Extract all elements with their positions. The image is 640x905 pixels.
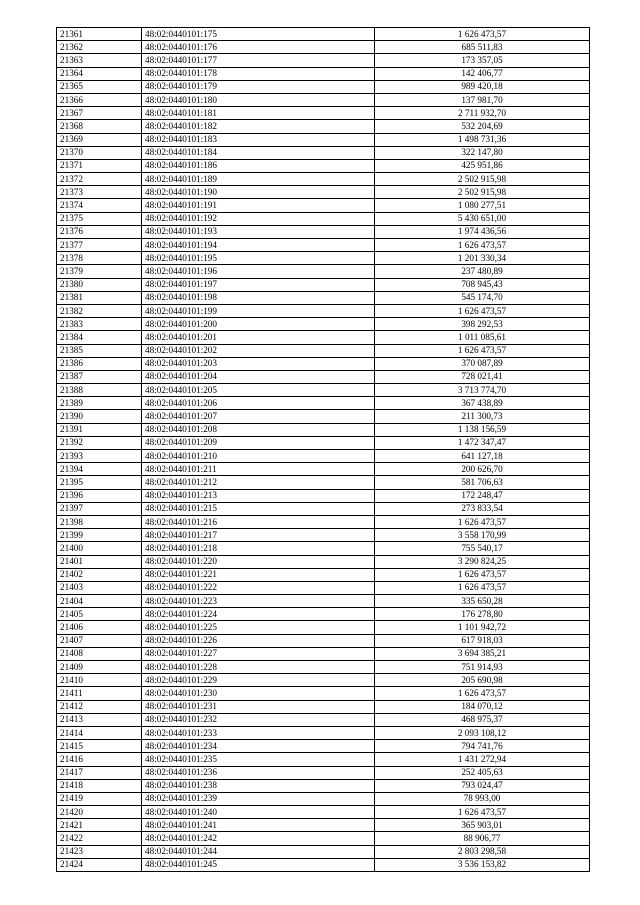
cadastral-number-cell: 48:02:0440101:199 xyxy=(142,304,375,317)
cadastral-value-cell: 794 741,76 xyxy=(375,740,590,753)
cadastral-value-cell: 365 903,01 xyxy=(375,819,590,832)
table-row xyxy=(57,28,590,41)
cadastral-value-cell: 3 536 153,82 xyxy=(375,858,590,871)
cadastral-number-cell: 48:02:0440101:238 xyxy=(142,779,375,792)
row-number-cell: 21416 xyxy=(57,753,142,766)
table-row xyxy=(57,146,590,159)
cadastral-value-cell: 367 438,89 xyxy=(375,397,590,410)
cadastral-value-cell: 708 945,43 xyxy=(375,278,590,291)
row-number-cell: 21420 xyxy=(57,806,142,819)
row-number-cell: 21397 xyxy=(57,502,142,515)
row-number-cell: 21411 xyxy=(57,687,142,700)
cadastral-number-cell: 48:02:0440101:205 xyxy=(142,384,375,397)
row-number-cell: 21364 xyxy=(57,67,142,80)
cadastral-value-cell: 1 080 277,51 xyxy=(375,199,590,212)
cadastral-value-cell: 173 357,05 xyxy=(375,54,590,67)
row-number-cell: 21409 xyxy=(57,661,142,674)
cadastral-number-cell: 48:02:0440101:232 xyxy=(142,713,375,726)
cadastral-number-cell: 48:02:0440101:202 xyxy=(142,344,375,357)
cadastral-value-cell: 3 694 385,21 xyxy=(375,647,590,660)
cadastral-value-cell: 78 993,00 xyxy=(375,792,590,805)
cadastral-number-cell: 48:02:0440101:230 xyxy=(142,687,375,700)
cadastral-number-cell: 48:02:0440101:186 xyxy=(142,159,375,172)
table-row xyxy=(57,344,590,357)
cadastral-number-cell: 48:02:0440101:194 xyxy=(142,239,375,252)
row-number-cell: 21402 xyxy=(57,568,142,581)
cadastral-value-cell: 1 626 473,57 xyxy=(375,28,590,41)
table-row xyxy=(57,370,590,383)
cadastral-number-cell: 48:02:0440101:231 xyxy=(142,700,375,713)
table-row xyxy=(57,54,590,67)
table-row xyxy=(57,291,590,304)
cadastral-number-cell: 48:02:0440101:197 xyxy=(142,278,375,291)
row-number-cell: 21377 xyxy=(57,239,142,252)
row-number-cell: 21399 xyxy=(57,529,142,542)
table-row xyxy=(57,700,590,713)
cadastral-number-cell: 48:02:0440101:244 xyxy=(142,845,375,858)
cadastral-number-cell: 48:02:0440101:210 xyxy=(142,450,375,463)
row-number-cell: 21361 xyxy=(57,28,142,41)
cadastral-number-cell: 48:02:0440101:184 xyxy=(142,146,375,159)
cadastral-number-cell: 48:02:0440101:218 xyxy=(142,542,375,555)
row-number-cell: 21400 xyxy=(57,542,142,555)
cadastral-value-cell: 211 300,73 xyxy=(375,410,590,423)
cadastral-value-cell: 3 558 170,99 xyxy=(375,529,590,542)
row-number-cell: 21366 xyxy=(57,93,142,106)
table-row xyxy=(57,792,590,805)
table-row xyxy=(57,555,590,568)
cadastral-number-cell: 48:02:0440101:227 xyxy=(142,647,375,660)
row-number-cell: 21393 xyxy=(57,450,142,463)
cadastral-value-cell: 989 420,18 xyxy=(375,80,590,93)
cadastral-number-cell: 48:02:0440101:178 xyxy=(142,67,375,80)
cadastral-number-cell: 48:02:0440101:220 xyxy=(142,555,375,568)
row-number-cell: 21394 xyxy=(57,463,142,476)
table-row xyxy=(57,384,590,397)
cadastral-number-cell: 48:02:0440101:179 xyxy=(142,80,375,93)
table-row xyxy=(57,726,590,739)
cadastral-value-cell: 685 511,83 xyxy=(375,41,590,54)
row-number-cell: 21418 xyxy=(57,779,142,792)
cadastral-value-cell: 1 201 330,34 xyxy=(375,252,590,265)
cadastral-value-cell: 137 981,70 xyxy=(375,93,590,106)
table-row xyxy=(57,845,590,858)
cadastral-number-cell: 48:02:0440101:196 xyxy=(142,265,375,278)
cadastral-value-cell: 1 138 156,59 xyxy=(375,423,590,436)
cadastral-value-cell: 398 292,53 xyxy=(375,318,590,331)
table-row xyxy=(57,687,590,700)
table-row xyxy=(57,318,590,331)
table-row xyxy=(57,93,590,106)
row-number-cell: 21415 xyxy=(57,740,142,753)
table-row xyxy=(57,634,590,647)
table-row xyxy=(57,463,590,476)
cadastral-value-cell: 184 070,12 xyxy=(375,700,590,713)
cadastral-value-cell: 322 147,80 xyxy=(375,146,590,159)
table-row xyxy=(57,489,590,502)
cadastral-number-cell: 48:02:0440101:233 xyxy=(142,726,375,739)
cadastral-value-cell: 370 087,89 xyxy=(375,357,590,370)
cadastral-value-cell: 2 711 932,70 xyxy=(375,107,590,120)
cadastral-value-cell: 88 906,77 xyxy=(375,832,590,845)
row-number-cell: 21385 xyxy=(57,344,142,357)
row-number-cell: 21403 xyxy=(57,581,142,594)
cadastral-number-cell: 48:02:0440101:240 xyxy=(142,806,375,819)
cadastral-number-cell: 48:02:0440101:242 xyxy=(142,832,375,845)
table-row xyxy=(57,542,590,555)
cadastral-value-cell: 1 011 085,61 xyxy=(375,331,590,344)
cadastral-value-cell: 2 502 915,98 xyxy=(375,173,590,186)
table-row xyxy=(57,41,590,54)
cadastral-value-cell: 755 540,17 xyxy=(375,542,590,555)
row-number-cell: 21423 xyxy=(57,845,142,858)
cadastral-number-cell: 48:02:0440101:190 xyxy=(142,186,375,199)
table-row xyxy=(57,173,590,186)
cadastral-number-cell: 48:02:0440101:239 xyxy=(142,792,375,805)
cadastral-value-cell: 1 626 473,57 xyxy=(375,581,590,594)
cadastral-number-cell: 48:02:0440101:207 xyxy=(142,410,375,423)
cadastral-value-cell: 1 498 731,36 xyxy=(375,133,590,146)
table-row xyxy=(57,410,590,423)
table-row xyxy=(57,186,590,199)
row-number-cell: 21373 xyxy=(57,186,142,199)
table-row xyxy=(57,581,590,594)
cadastral-number-cell: 48:02:0440101:226 xyxy=(142,634,375,647)
row-number-cell: 21404 xyxy=(57,595,142,608)
cadastral-value-cell: 1 626 473,57 xyxy=(375,568,590,581)
cadastral-value-cell: 172 248,47 xyxy=(375,489,590,502)
table-row xyxy=(57,225,590,238)
row-number-cell: 21401 xyxy=(57,555,142,568)
table-row xyxy=(57,819,590,832)
cadastral-value-cell: 1 626 473,57 xyxy=(375,515,590,528)
row-number-cell: 21362 xyxy=(57,41,142,54)
table-row xyxy=(57,766,590,779)
cadastral-value-cell: 1 101 942,72 xyxy=(375,621,590,634)
table-row xyxy=(57,832,590,845)
table-row xyxy=(57,252,590,265)
row-number-cell: 21382 xyxy=(57,304,142,317)
row-number-cell: 21378 xyxy=(57,252,142,265)
table-row xyxy=(57,529,590,542)
cadastral-value-cell: 1 626 473,57 xyxy=(375,806,590,819)
table-row xyxy=(57,647,590,660)
cadastral-number-cell: 48:02:0440101:222 xyxy=(142,581,375,594)
row-number-cell: 21392 xyxy=(57,436,142,449)
table-row xyxy=(57,199,590,212)
cadastral-number-cell: 48:02:0440101:241 xyxy=(142,819,375,832)
cadastral-value-cell: 751 914,93 xyxy=(375,661,590,674)
cadastral-number-cell: 48:02:0440101:195 xyxy=(142,252,375,265)
table-row xyxy=(57,476,590,489)
table-row xyxy=(57,502,590,515)
table-row xyxy=(57,779,590,792)
row-number-cell: 21398 xyxy=(57,515,142,528)
row-number-cell: 21396 xyxy=(57,489,142,502)
cadastral-number-cell: 48:02:0440101:217 xyxy=(142,529,375,542)
row-number-cell: 21408 xyxy=(57,647,142,660)
cadastral-value-cell: 1 626 473,57 xyxy=(375,687,590,700)
cadastral-value-cell: 532 204,69 xyxy=(375,120,590,133)
cadastral-number-cell: 48:02:0440101:193 xyxy=(142,225,375,238)
table-row xyxy=(57,608,590,621)
cadastral-value-table xyxy=(56,27,590,872)
table-row xyxy=(57,595,590,608)
row-number-cell: 21368 xyxy=(57,120,142,133)
table-row xyxy=(57,239,590,252)
cadastral-number-cell: 48:02:0440101:213 xyxy=(142,489,375,502)
row-number-cell: 21417 xyxy=(57,766,142,779)
row-number-cell: 21371 xyxy=(57,159,142,172)
cadastral-number-cell: 48:02:0440101:209 xyxy=(142,436,375,449)
cadastral-number-cell: 48:02:0440101:181 xyxy=(142,107,375,120)
cadastral-number-cell: 48:02:0440101:234 xyxy=(142,740,375,753)
table-row xyxy=(57,515,590,528)
cadastral-value-cell: 425 951,86 xyxy=(375,159,590,172)
row-number-cell: 21390 xyxy=(57,410,142,423)
cadastral-value-cell: 641 127,18 xyxy=(375,450,590,463)
cadastral-value-cell: 793 024,47 xyxy=(375,779,590,792)
row-number-cell: 21406 xyxy=(57,621,142,634)
cadastral-number-cell: 48:02:0440101:225 xyxy=(142,621,375,634)
cadastral-value-cell: 3 290 824,25 xyxy=(375,555,590,568)
cadastral-value-cell: 545 174,70 xyxy=(375,291,590,304)
cadastral-number-cell: 48:02:0440101:175 xyxy=(142,28,375,41)
cadastral-number-cell: 48:02:0440101:204 xyxy=(142,370,375,383)
table-row xyxy=(57,450,590,463)
row-number-cell: 21387 xyxy=(57,370,142,383)
table-body xyxy=(57,28,590,872)
cadastral-number-cell: 48:02:0440101:221 xyxy=(142,568,375,581)
cadastral-number-cell: 48:02:0440101:224 xyxy=(142,608,375,621)
table-row xyxy=(57,265,590,278)
cadastral-value-cell: 728 021,41 xyxy=(375,370,590,383)
row-number-cell: 21391 xyxy=(57,423,142,436)
table-row xyxy=(57,159,590,172)
row-number-cell: 21369 xyxy=(57,133,142,146)
cadastral-number-cell: 48:02:0440101:228 xyxy=(142,661,375,674)
row-number-cell: 21422 xyxy=(57,832,142,845)
row-number-cell: 21367 xyxy=(57,107,142,120)
row-number-cell: 21363 xyxy=(57,54,142,67)
row-number-cell: 21413 xyxy=(57,713,142,726)
cadastral-number-cell: 48:02:0440101:206 xyxy=(142,397,375,410)
table-row xyxy=(57,278,590,291)
row-number-cell: 21375 xyxy=(57,212,142,225)
table-row xyxy=(57,621,590,634)
row-number-cell: 21424 xyxy=(57,858,142,871)
table-row xyxy=(57,212,590,225)
cadastral-number-cell: 48:02:0440101:235 xyxy=(142,753,375,766)
table-row xyxy=(57,661,590,674)
cadastral-number-cell: 48:02:0440101:245 xyxy=(142,858,375,871)
cadastral-number-cell: 48:02:0440101:229 xyxy=(142,674,375,687)
cadastral-number-cell: 48:02:0440101:189 xyxy=(142,173,375,186)
table-row xyxy=(57,568,590,581)
row-number-cell: 21405 xyxy=(57,608,142,621)
cadastral-number-cell: 48:02:0440101:212 xyxy=(142,476,375,489)
cadastral-number-cell: 48:02:0440101:198 xyxy=(142,291,375,304)
row-number-cell: 21395 xyxy=(57,476,142,489)
row-number-cell: 21374 xyxy=(57,199,142,212)
table-row xyxy=(57,80,590,93)
cadastral-number-cell: 48:02:0440101:236 xyxy=(142,766,375,779)
cadastral-value-cell: 1 626 473,57 xyxy=(375,344,590,357)
cadastral-value-cell: 1 431 272,94 xyxy=(375,753,590,766)
cadastral-value-cell: 237 480,89 xyxy=(375,265,590,278)
row-number-cell: 21384 xyxy=(57,331,142,344)
row-number-cell: 21421 xyxy=(57,819,142,832)
cadastral-value-cell: 617 918,03 xyxy=(375,634,590,647)
cadastral-value-cell: 200 626,70 xyxy=(375,463,590,476)
table-row xyxy=(57,713,590,726)
table-row xyxy=(57,858,590,871)
cadastral-number-cell: 48:02:0440101:177 xyxy=(142,54,375,67)
cadastral-number-cell: 48:02:0440101:182 xyxy=(142,120,375,133)
cadastral-value-cell: 1 626 473,57 xyxy=(375,304,590,317)
table-row xyxy=(57,133,590,146)
cadastral-value-cell: 1 626 473,57 xyxy=(375,239,590,252)
cadastral-value-cell: 1 472 347,47 xyxy=(375,436,590,449)
cadastral-value-cell: 5 430 651,00 xyxy=(375,212,590,225)
cadastral-number-cell: 48:02:0440101:211 xyxy=(142,463,375,476)
table-row xyxy=(57,107,590,120)
row-number-cell: 21389 xyxy=(57,397,142,410)
table-row xyxy=(57,304,590,317)
table-row xyxy=(57,753,590,766)
table-row xyxy=(57,674,590,687)
row-number-cell: 21386 xyxy=(57,357,142,370)
cadastral-number-cell: 48:02:0440101:180 xyxy=(142,93,375,106)
table-row xyxy=(57,436,590,449)
row-number-cell: 21380 xyxy=(57,278,142,291)
row-number-cell: 21419 xyxy=(57,792,142,805)
table-row xyxy=(57,806,590,819)
table-row xyxy=(57,397,590,410)
cadastral-value-cell: 1 974 436,56 xyxy=(375,225,590,238)
row-number-cell: 21412 xyxy=(57,700,142,713)
cadastral-number-cell: 48:02:0440101:192 xyxy=(142,212,375,225)
cadastral-value-cell: 3 713 774,70 xyxy=(375,384,590,397)
table-row xyxy=(57,740,590,753)
cadastral-number-cell: 48:02:0440101:201 xyxy=(142,331,375,344)
cadastral-value-cell: 335 650,28 xyxy=(375,595,590,608)
cadastral-number-cell: 48:02:0440101:223 xyxy=(142,595,375,608)
row-number-cell: 21383 xyxy=(57,318,142,331)
row-number-cell: 21388 xyxy=(57,384,142,397)
cadastral-number-cell: 48:02:0440101:216 xyxy=(142,515,375,528)
row-number-cell: 21381 xyxy=(57,291,142,304)
cadastral-value-cell: 142 406,77 xyxy=(375,67,590,80)
cadastral-number-cell: 48:02:0440101:215 xyxy=(142,502,375,515)
cadastral-value-cell: 205 690,98 xyxy=(375,674,590,687)
cadastral-number-cell: 48:02:0440101:203 xyxy=(142,357,375,370)
table-row xyxy=(57,67,590,80)
row-number-cell: 21372 xyxy=(57,173,142,186)
cadastral-value-cell: 273 833,54 xyxy=(375,502,590,515)
row-number-cell: 21410 xyxy=(57,674,142,687)
row-number-cell: 21379 xyxy=(57,265,142,278)
row-number-cell: 21414 xyxy=(57,726,142,739)
row-number-cell: 21370 xyxy=(57,146,142,159)
cadastral-number-cell: 48:02:0440101:208 xyxy=(142,423,375,436)
cadastral-value-cell: 468 975,37 xyxy=(375,713,590,726)
row-number-cell: 21376 xyxy=(57,225,142,238)
table-row xyxy=(57,357,590,370)
cadastral-number-cell: 48:02:0440101:200 xyxy=(142,318,375,331)
cadastral-value-cell: 2 803 298,58 xyxy=(375,845,590,858)
cadastral-value-cell: 2 093 108,12 xyxy=(375,726,590,739)
cadastral-value-cell: 581 706,63 xyxy=(375,476,590,489)
table-row xyxy=(57,331,590,344)
cadastral-value-cell: 2 502 915,98 xyxy=(375,186,590,199)
cadastral-value-cell: 252 405,63 xyxy=(375,766,590,779)
table-row xyxy=(57,423,590,436)
cadastral-number-cell: 48:02:0440101:176 xyxy=(142,41,375,54)
cadastral-number-cell: 48:02:0440101:183 xyxy=(142,133,375,146)
cadastral-number-cell: 48:02:0440101:191 xyxy=(142,199,375,212)
row-number-cell: 21407 xyxy=(57,634,142,647)
table-row xyxy=(57,120,590,133)
row-number-cell: 21365 xyxy=(57,80,142,93)
cadastral-value-cell: 176 278,80 xyxy=(375,608,590,621)
